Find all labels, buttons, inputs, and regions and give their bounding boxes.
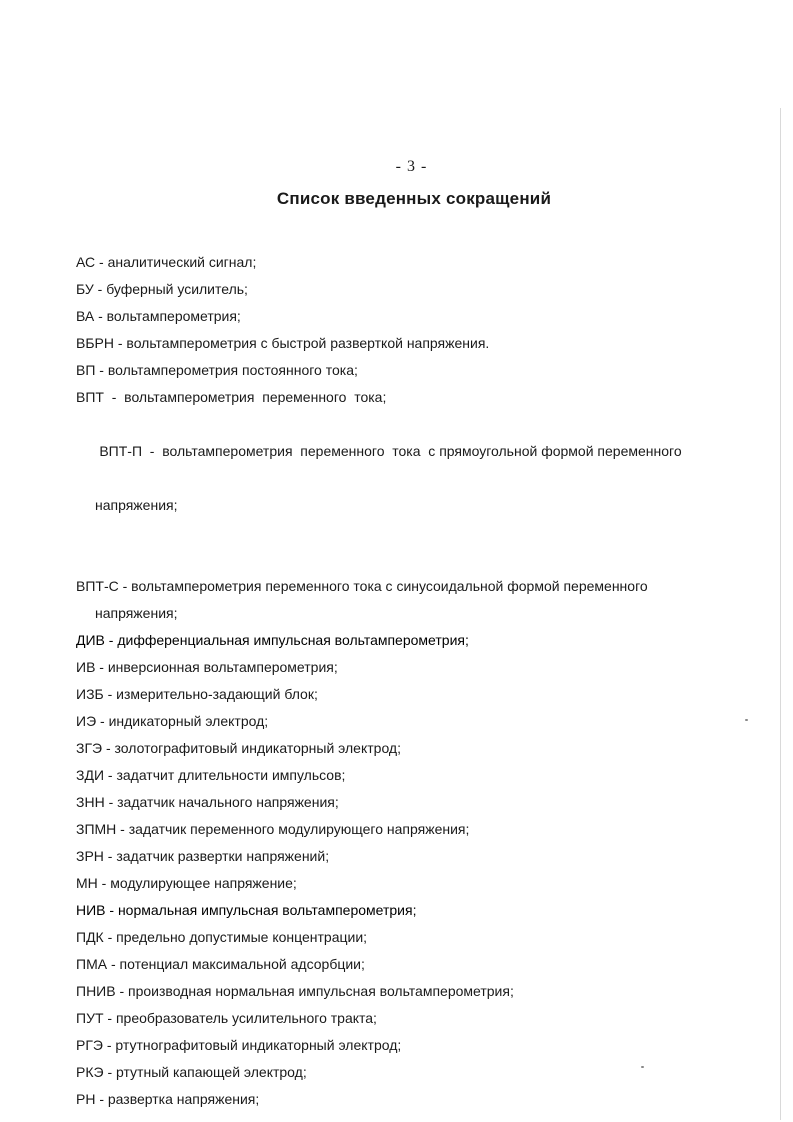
list-item <box>76 816 756 843</box>
list-item <box>76 276 756 303</box>
list-item <box>76 627 756 654</box>
list-item <box>76 249 756 276</box>
abbreviation-entry: ИВ - инверсионная вольтамперометрия; <box>76 659 338 675</box>
list-item <box>76 951 756 978</box>
abbreviation-entry: ПМА - потенциал максимальной адсорбции; <box>76 956 365 972</box>
abbreviation-entry: ПУТ - преобразователь усилительного тракта; <box>76 1010 377 1026</box>
list-item <box>76 330 756 357</box>
list-item <box>76 762 756 789</box>
abbreviation-entry: ЗГЭ - золотографитовый индикаторный электрод; <box>76 740 401 756</box>
abbreviation-continuation: напряжения; <box>95 497 178 513</box>
abbreviation-entry: ВА - вольтамперометрия; <box>76 308 241 324</box>
list-item <box>76 924 756 951</box>
abbreviation-entry: ЗРН - задатчик развертки напряжений; <box>76 848 330 864</box>
list-item <box>76 735 756 762</box>
abbreviation-entry: ВПТ-С - вольтамперометрия переменного тока с синусоидальной формой переменного <box>76 578 648 594</box>
abbreviation-entry: РН - развертка напряжения; <box>76 1091 260 1107</box>
abbreviation-entry: ВПТ-П - вольтамперометрия переменного тока с прямоугольной формой переменного <box>99 443 682 459</box>
list-item <box>76 789 756 816</box>
list-item <box>76 843 756 870</box>
scan-edge-line <box>780 108 781 1120</box>
abbreviation-continuation: напряжения; <box>95 605 178 621</box>
abbreviation-list <box>76 249 756 1113</box>
abbreviation-entry: ЗПМН - задатчик переменного модулирующего напряжения; <box>76 821 470 837</box>
abbreviation-entry: ДИВ - дифференциальная импульсная вольтамперометрия; <box>76 632 469 648</box>
abbreviation-entry: ПНИВ - производная нормальная импульсная вольтамперометрия; <box>76 983 514 999</box>
abbreviation-entry: ИЭ - индикаторный электрод; <box>76 713 269 729</box>
abbreviation-entry: НИВ - нормальная импульсная вольтамперометрия; <box>76 902 417 918</box>
list-item <box>76 654 756 681</box>
list-item <box>76 897 756 924</box>
abbreviation-entry: ПДК - предельно допустимые концентрации; <box>76 929 368 945</box>
list-item <box>76 1059 756 1086</box>
abbreviation-entry: ЗНН - задатчик начального напряжения; <box>76 794 339 810</box>
page-number: - 3 - <box>395 158 428 175</box>
abbreviation-entry: ЗДИ - задатчит длительности импульсов; <box>76 767 346 783</box>
list-item <box>76 708 756 735</box>
abbreviation-entry: ВБРН - вольтамперометрия с быстрой разверткой напряжения. <box>76 335 490 351</box>
list-item <box>76 1005 756 1032</box>
list-item <box>76 411 756 573</box>
list-item <box>76 870 756 897</box>
abbreviation-entry: ИЗБ - измерительно-задающий блок; <box>76 686 318 702</box>
abbreviation-entry: АС - аналитический сигнал; <box>76 254 257 270</box>
list-item <box>76 978 756 1005</box>
list-item <box>76 1032 756 1059</box>
abbreviation-entry: БУ - буферный усилитель; <box>76 281 248 297</box>
abbreviation-entry: МН - модулирующее напряжение; <box>76 875 297 891</box>
abbreviation-entry: РГЭ - ртутнографитовый индикаторный электрод; <box>76 1037 402 1053</box>
page-title: Список введенных сокращений <box>276 189 552 208</box>
list-item <box>76 681 756 708</box>
list-item <box>76 1086 756 1113</box>
scan-speck <box>641 1066 644 1068</box>
abbreviation-entry: ВПТ - вольтамперометрия переменного тока; <box>76 389 387 405</box>
scan-speck <box>745 719 748 721</box>
abbreviation-entry: РКЭ - ртутный капающей электрод; <box>76 1064 307 1080</box>
list-item <box>76 357 756 384</box>
list-item <box>76 303 756 330</box>
abbreviation-entry: ВП - вольтамперометрия постоянного тока; <box>76 362 358 378</box>
list-item <box>76 573 756 627</box>
list-item <box>76 384 756 411</box>
